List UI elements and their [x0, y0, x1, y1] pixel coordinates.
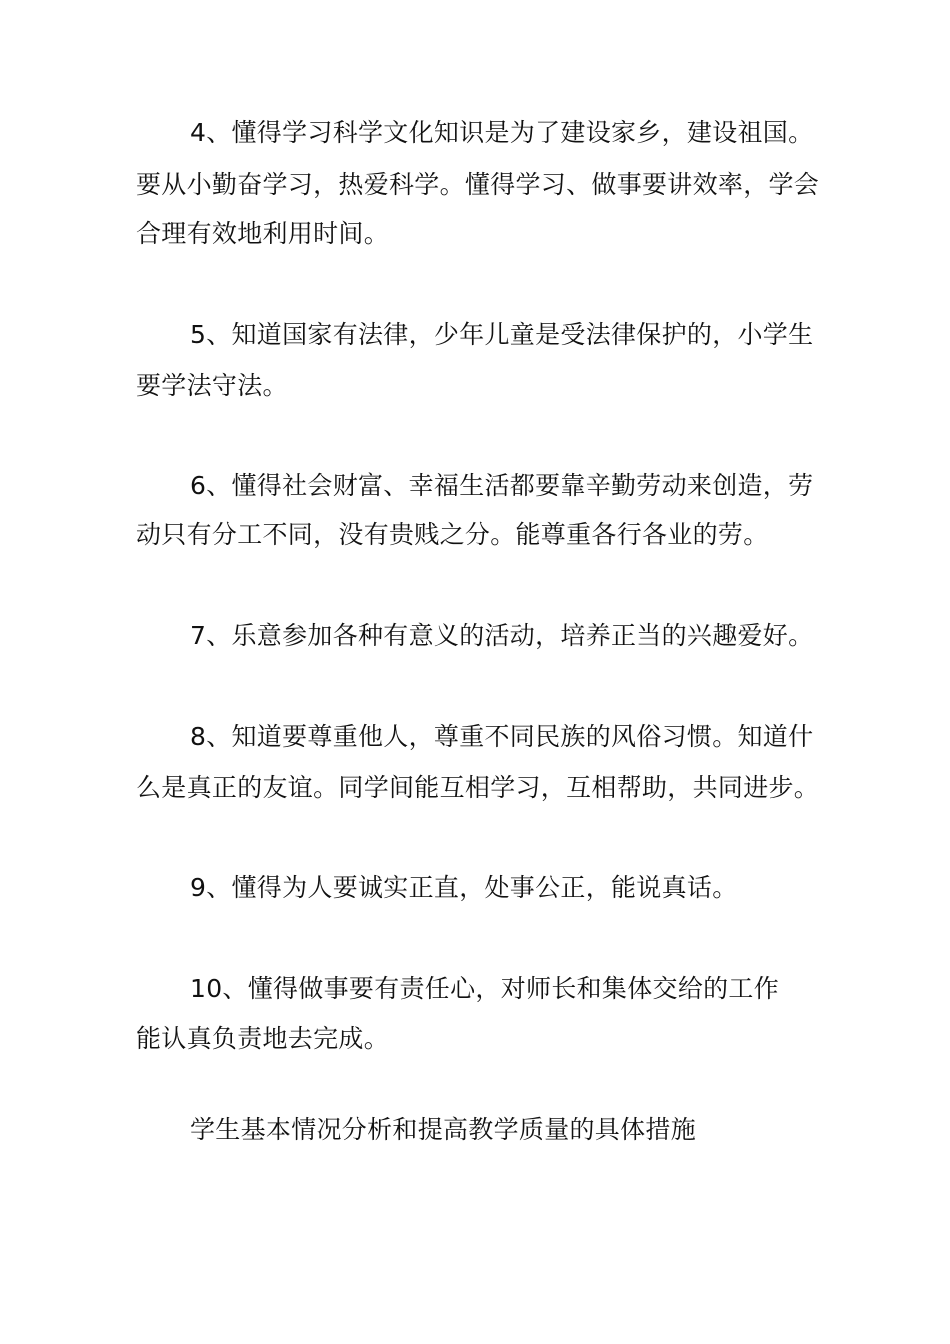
item-5-line-2: 要学法守法。 [136, 371, 288, 400]
item-7-line-1: 7、乐意参加各种有意义的活动，培养正当的兴趣爱好。 [190, 621, 814, 650]
item-10-line-2: 能认真负责地去完成。 [136, 1024, 390, 1053]
item-4-line-1: 4、懂得学习科学文化知识是为了建设家乡，建设祖国。 [190, 118, 814, 147]
item-6-line-1: 6、懂得社会财富、幸福生活都要靠辛勤劳动来创造，劳 [190, 471, 814, 500]
section-heading: 学生基本情况分析和提高教学质量的具体措施 [190, 1115, 697, 1144]
item-9-line-1: 9、懂得为人要诚实正直，处事公正，能说真话。 [190, 873, 738, 902]
item-5-line-1: 5、知道国家有法律，少年儿童是受法律保护的，小学生 [190, 320, 814, 349]
item-8-line-2: 么是真正的友谊。同学间能互相学习，互相帮助，共同进步。 [136, 773, 820, 802]
item-4-line-3: 合理有效地利用时间。 [136, 219, 390, 248]
item-10-line-1: 10、懂得做事要有责任心，对师长和集体交给的工作 [190, 974, 780, 1003]
item-6-line-2: 动只有分工不同，没有贵贱之分。能尊重各行各业的劳。 [136, 520, 769, 549]
item-4-line-2: 要从小勤奋学习，热爱科学。懂得学习、做事要讲效率，学会 [136, 170, 820, 199]
item-8-line-1: 8、知道要尊重他人，尊重不同民族的风俗习惯。知道什 [190, 722, 814, 751]
